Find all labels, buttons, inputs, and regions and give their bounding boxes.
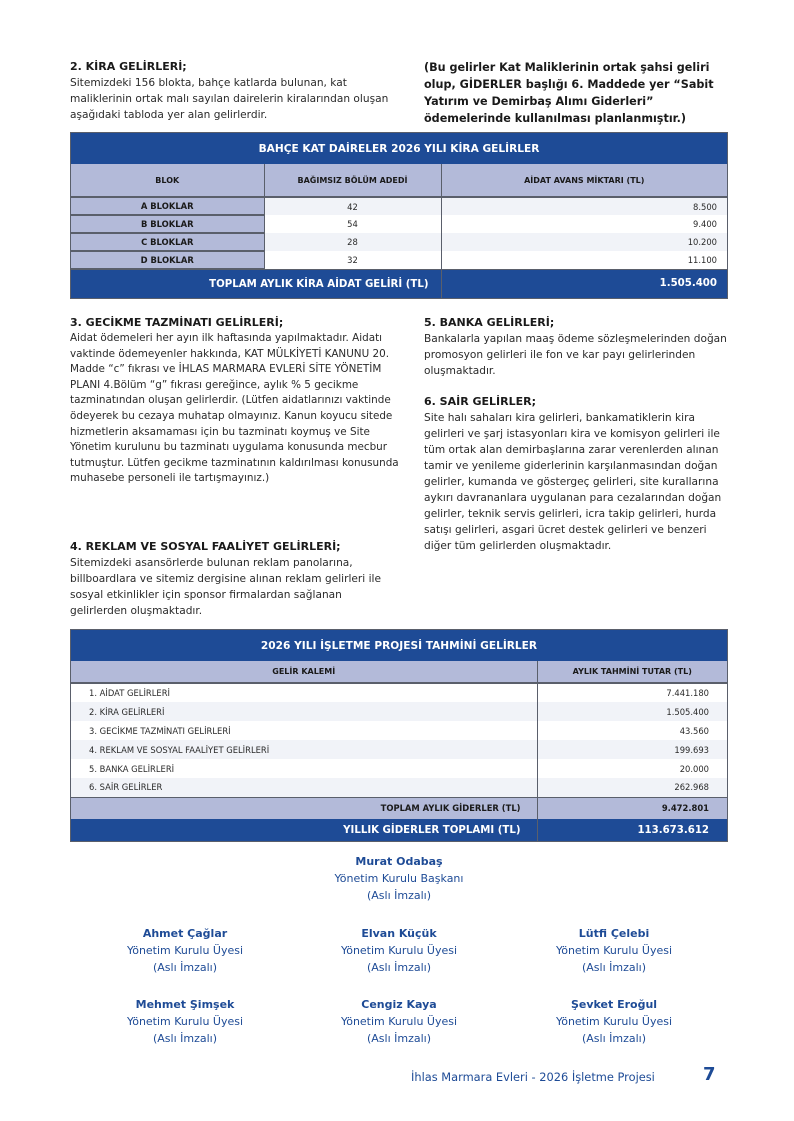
col-header-amount: AİDAT AVANS MİKTARI (TL) (441, 164, 727, 197)
section-heading: 5. BANKA GELİRLERİ; (424, 316, 555, 329)
cell-blok: B BLOKLAR (71, 215, 264, 233)
section-banka-gelirleri (424, 315, 734, 379)
table-title: 2026 YILI İŞLETME PROJESİ TAHMİNİ GELİRLER (71, 630, 727, 661)
table-row (71, 251, 727, 269)
col-header-blok: BLOK (71, 164, 264, 197)
signer-name: Mehmet Şimşek (135, 998, 235, 1011)
signer-sign-note: (Aslı İmzalı) (152, 961, 218, 974)
signer-role: Yönetim Kurulu Üyesi (555, 944, 673, 957)
cell-amount: 9.400 (441, 215, 727, 233)
signer-role: Yönetim Kurulu Başkanı (334, 872, 464, 885)
rent-income-table (70, 132, 728, 299)
signer-name: Cengiz Kaya (361, 998, 437, 1011)
table-row (71, 683, 727, 702)
cell-amount: 262.968 (537, 778, 727, 797)
signer-name: Elvan Küçük (361, 927, 437, 940)
section-body: Aidat ödemeleri her ayın ilk haftasında yapılmaktadır. Aidatı vaktinde ödemeyenler hakkında, KAT MÜLKİYETİ KANUNU 20. Madde “c” fıkrası ve İHLAS MARMARA EVLERİ SİTE YÖNETİM PLANI 4.Bölüm “g” fıkrası gereğince, aylık % 5 gecikme tazminatından oluşan gelirlerdir. (Lütfen aidatlarınızı vaktinde ödeyerek bu cezaya muhatap olmayınız. Kanun koyucu sitede hizmetlerin aksamaması için bu tazminatı koymuş ve Site Yönetim kurulunu bu tazminatı uygulama konusunda mecbur tutmuştur. Lütfen gecikme tazminatının kaldırılması konusunda muhasebe personeli ile tartışmayınız.) (70, 332, 399, 485)
signer-role: Yönetim Kurulu Üyesi (555, 1015, 673, 1028)
cell-amount: 7.441.180 (537, 683, 727, 702)
cell-amount: 10.200 (441, 233, 727, 251)
cell-item: 6. SAİR GELİRLER (71, 778, 537, 797)
table-row (71, 702, 727, 721)
monthly-total-value: 9.472.801 (537, 797, 727, 819)
section-body: Sitemizdeki 156 blokta, bahçe katlarda bulunan, kat maliklerinin ortak malı sayılan dairelerin kiralarından oluşan aşağıdaki tabloda yer alan gelirlerdir. (70, 77, 389, 121)
cell-item: 1. AİDAT GELİRLERİ (71, 683, 537, 702)
table-title: BAHÇE KAT DAİRELER 2026 YILI KİRA GELİRLER (71, 133, 727, 164)
section-heading: 6. SAİR GELİRLER; (424, 395, 536, 408)
signer-sign-note: (Aslı İmzalı) (581, 961, 647, 974)
table-row (71, 215, 727, 233)
signature-chair (299, 853, 499, 904)
section-sair-gelirler (424, 394, 734, 554)
signer-sign-note: (Aslı İmzalı) (152, 1032, 218, 1045)
cell-amount: 43.560 (537, 721, 727, 740)
table-row (71, 759, 727, 778)
cell-amount: 1.505.400 (537, 702, 727, 721)
cell-blok: A BLOKLAR (71, 197, 264, 215)
section-body: Site halı sahaları kira gelirleri, bankamatiklerin kira gelirleri ve şarj istasyonları kira ve komisyon gelirleri ile tüm ortak alan demirbaşlarına zarar verenlerden alınan tamir ve yenileme giderlerinin karşılanmasından doğan gelirler, kumanda ve göstergeç gelirleri, site kurallarına aykırı davrananlara uygulanan para cezalarından doğan gelirler, teknik servis gelirleri, icra takip gelirleri, hurda satışı gelirleri, asgari ücret destek gelirleri ve benzeri diğer tüm gelirlerden oluşmaktadır. (424, 412, 722, 552)
col-header-amount: AYLIK TAHMİNİ TUTAR (TL) (537, 661, 727, 683)
total-value: 1.505.400 (441, 269, 727, 298)
col-header-item: GELİR KALEMİ (71, 661, 537, 683)
cell-item: 5. BANKA GELİRLERİ (71, 759, 537, 778)
cell-item: 2. KİRA GELİRLERİ (71, 702, 537, 721)
signature-member (299, 925, 499, 976)
section-reklam-sosyal (70, 539, 400, 619)
section-body: Sitemizdeki asansörlerde bulunan reklam panolarına, billboardlara ve sitemiz dergisine alınan reklam gelirleri ile sosyal etkinlikler için sponsor firmalardan sağlanan gelirlerden oluşmaktadır. (70, 557, 381, 617)
signer-name: Şevket Eroğul (570, 998, 658, 1011)
total-row (71, 269, 727, 298)
cell-item: 3. GECİKME TAZMİNATI GELİRLERİ (71, 721, 537, 740)
monthly-total-label: TOPLAM AYLIK GİDERLER (TL) (71, 797, 537, 819)
cell-amount: 20.000 (537, 759, 727, 778)
signature-member (85, 996, 285, 1047)
footer-text: İhlas Marmara Evleri - 2026 İşletme Projesi (411, 1070, 655, 1084)
signature-member (514, 925, 714, 976)
yearly-total-label: YILLIK GİDERLER TOPLAMI (TL) (71, 819, 537, 841)
page-number: 7 (703, 1064, 716, 1085)
section-gecikme-tazminati (70, 315, 400, 487)
cell-count: 54 (264, 215, 441, 233)
signer-sign-note: (Aslı İmzalı) (366, 889, 432, 902)
signer-sign-note: (Aslı İmzalı) (581, 1032, 647, 1045)
col-header-count: BAĞIMSIZ BÖLÜM ADEDİ (264, 164, 441, 197)
signer-role: Yönetim Kurulu Üyesi (126, 944, 244, 957)
yearly-total-value: 113.673.612 (537, 819, 727, 841)
section-heading: 4. REKLAM VE SOSYAL FAALİYET GELİRLERİ; (70, 540, 341, 553)
cell-blok: D BLOKLAR (71, 251, 264, 269)
section-kira-gelirleri (70, 59, 390, 123)
signer-role: Yönetim Kurulu Üyesi (126, 1015, 244, 1028)
signer-name: Lütfi Çelebi (578, 927, 650, 940)
signer-role: Yönetim Kurulu Üyesi (340, 1015, 458, 1028)
cell-count: 28 (264, 233, 441, 251)
table-row (71, 197, 727, 215)
kira-note: (Bu gelirler Kat Maliklerinin ortak şahsi geliri olup, GİDERLER başlığı 6. Maddede yer “Sabit Yatırım ve Demirbaş Alımı Giderleri” ödemelerinde kullanılması planlanmıştır.) (424, 61, 714, 125)
signature-member (85, 925, 285, 976)
signer-sign-note: (Aslı İmzalı) (366, 961, 432, 974)
table-row (71, 233, 727, 251)
table-row (71, 721, 727, 740)
cell-count: 32 (264, 251, 441, 269)
cell-blok: C BLOKLAR (71, 233, 264, 251)
signature-member (514, 996, 714, 1047)
cell-item: 4. REKLAM VE SOSYAL FAALİYET GELİRLERİ (71, 740, 537, 759)
signer-name: Ahmet Çağlar (142, 927, 228, 940)
section-heading: 2. KİRA GELİRLERİ; (70, 60, 187, 73)
monthly-total-row (71, 797, 727, 819)
projected-income-table (70, 629, 728, 842)
signer-sign-note: (Aslı İmzalı) (366, 1032, 432, 1045)
yearly-total-row (71, 819, 727, 841)
signer-role: Yönetim Kurulu Üyesi (340, 944, 458, 957)
total-label: TOPLAM AYLIK KİRA AİDAT GELİRİ (TL) (71, 269, 441, 298)
table-row (71, 778, 727, 797)
cell-amount: 11.100 (441, 251, 727, 269)
section-body: Bankalarla yapılan maaş ödeme sözleşmelerinden doğan promosyon gelirleri ile fon ve kar payı gelirlerinden oluşmaktadır. (424, 333, 727, 377)
table-row (71, 740, 727, 759)
section-heading: 3. GECİKME TAZMİNATI GELİRLERİ; (70, 316, 284, 329)
cell-count: 42 (264, 197, 441, 215)
signer-name: Murat Odabaş (355, 855, 443, 868)
cell-amount: 8.500 (441, 197, 727, 215)
signature-member (299, 996, 499, 1047)
cell-amount: 199.693 (537, 740, 727, 759)
